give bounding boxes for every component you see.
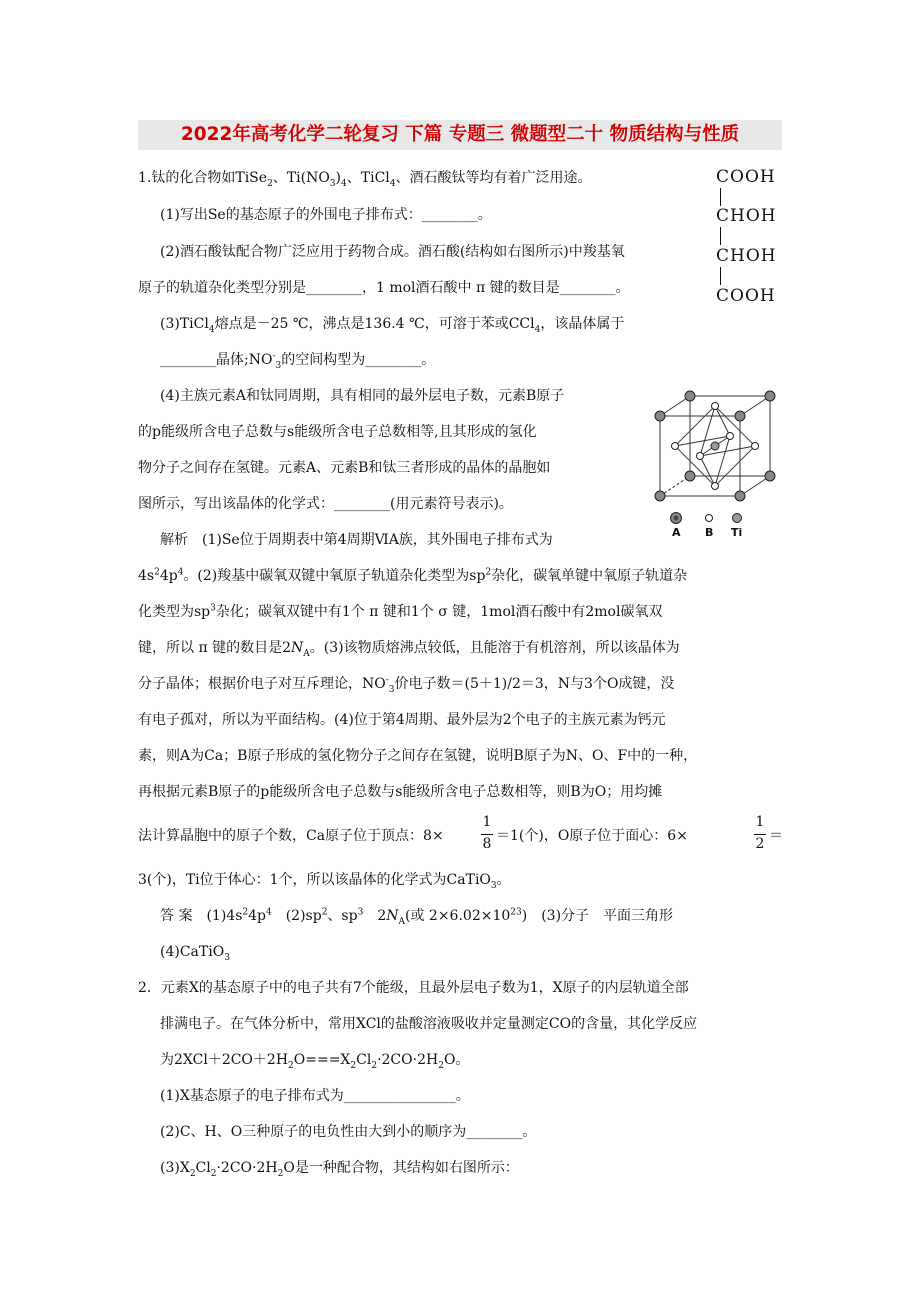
structure-bond bbox=[720, 227, 721, 245]
q1-sub3-line2: ________晶体$;NO^-_3$的空间构型为________。 bbox=[160, 351, 436, 371]
structure-group-4: COOH bbox=[716, 286, 776, 306]
legend-ti: Ti bbox=[731, 526, 743, 539]
analysis-line7: 素，则A为Ca；B原子形成的氢化物分子之间存在氢键，说明B原子为N、O、F中的一种， bbox=[138, 748, 698, 764]
analysis-line8: 再根据元素B原子的p能级所含电子总数与s能级所含电子总数相等，则B为O；用均摊 bbox=[138, 784, 663, 800]
legend-a: A bbox=[672, 526, 681, 539]
fraction-bar bbox=[754, 834, 766, 835]
q2-sub2: (2)C、H、O三种原子的电负性由大到小的顺序为________。 bbox=[160, 1124, 537, 1140]
q2-sub3: $(3)X_2Cl_2\cdot 2CO\cdot 2H_2O$是一种配合物，其结构如右图所示： bbox=[160, 1160, 519, 1179]
page-title: 2022年高考化学二轮复习 下篇 专题三 微题型二十 物质结构与性质 bbox=[138, 120, 782, 150]
q1-sub4-line4: 图所示，写出该晶体的化学式：________(用元素符号表示)。 bbox=[138, 496, 513, 512]
structure-bond bbox=[720, 188, 721, 206]
fraction-numerator: 1 bbox=[755, 814, 765, 830]
q1-sub1: (1)写出Se的基态原子的外围电子排布式：________。 bbox=[160, 207, 492, 223]
q2-sub1: (1)X基态原子的电子排布式为________________。 bbox=[160, 1088, 470, 1104]
q1-sub2-line2: 原子的轨道杂化类型分别是________，1 mol酒石酸中 π 键的数目是________。 bbox=[138, 280, 630, 296]
q1-sub4-line1: (4)主族元素A和钛同周期，具有相同的最外层电子数，元素B原子 bbox=[160, 388, 565, 404]
q1-sub4-line3: 物分子之间存在氢键。元素A、元素B和钛三者形成的晶体的晶胞如 bbox=[138, 460, 551, 476]
structure-bond bbox=[720, 267, 721, 285]
analysis-line6: 有电子孤对，所以为平面结构。(4)位于第4周期、最外层为2个电子的主族元素为钙元 bbox=[138, 712, 666, 728]
q1-sub3-line1: (3)TiCl$_4$熔点是－25 ℃，沸点是136.4 ℃，可溶于苯或CCl$_4$，该晶体属于 bbox=[160, 316, 625, 335]
structure-group-2: CHOH bbox=[716, 206, 777, 226]
analysis-line10: 3(个)，Ti位于体心：1个，所以该晶体的化学式为CaTiO$_3$。 bbox=[138, 872, 511, 891]
analysis-line4: 键，所以 π 键的数目是$2N_A$。(3)该物质熔沸点较低，且能溶于有机溶剂，所以该晶体为 bbox=[138, 640, 680, 659]
analysis-line9a: 法计算晶胞中的原子个数，Ca原子位于顶点：8× bbox=[138, 828, 444, 844]
q1-sub2-line1: (2)酒石酸钛配合物广泛应用于药物合成。酒石酸(结构如右图所示)中羧基氧 bbox=[160, 244, 625, 260]
structure-group-3: CHOH bbox=[716, 246, 777, 266]
analysis-line9c: ＝ bbox=[769, 828, 783, 844]
q2-line1: 2．元素X的基态原子中的电子共有7个能级，且最外层电子数为1，X原子的内层轨道全部 bbox=[138, 980, 689, 996]
answer-line1: 答 案 $(1)4s^24p^4$ $(2)sp^2$、$sp^3$ $2N_A$(或 $2\times 6.02\times 10^{23}$) (3)分子 平面三角形 bbox=[160, 907, 674, 927]
legend-b: B bbox=[705, 526, 714, 539]
fraction-denominator: 2 bbox=[755, 836, 765, 852]
q2-line3: 为$2XCl+2CO+2H_2O===X_2Cl_2\cdot 2CO\cdot 2H_2O$。 bbox=[160, 1052, 470, 1071]
analysis-line1: 解析 (1)Se位于周期表中第4周期ⅥA族，其外围电子排布式为 bbox=[160, 532, 553, 548]
q2-line2: 排满电子。在气体分析中，常用XCl的盐酸溶液吸收并定量测定CO的含量，其化学反应 bbox=[160, 1016, 698, 1032]
q1-stem: 1.钛的化合物如TiSe$_2$、$Ti(NO_3)_4$、TiCl$_4$、酒石酸钛等均有着广泛用途。 bbox=[138, 170, 592, 189]
analysis-line2: $4s^24p^4$。(2)羧基中碳氧双键中氧原子轨道杂化类型为$sp^2$杂化，碳氧单键中氧原子轨道杂 bbox=[138, 567, 688, 584]
analysis-line3: 化类型为$sp^3$杂化；碳氧双键中有1个 π 键和1个 σ 键，1mol酒石酸中有2mol碳氧双 bbox=[138, 603, 663, 620]
fraction-numerator: 1 bbox=[482, 814, 492, 830]
q1-sub4-line2: 的p能级所含电子总数与s能级所含电子总数相等,且其形成的氢化 bbox=[138, 424, 537, 440]
fraction-denominator: 8 bbox=[482, 836, 492, 852]
analysis-line5: 分子晶体；根据价电子对互斥理论，$NO^-_3$价电子数＝(5＋1)/2＝3，N与3个O成键，没 bbox=[138, 675, 675, 695]
structure-group-1: COOH bbox=[716, 167, 776, 187]
crystal-cell-diagram bbox=[648, 388, 788, 538]
analysis-line9b: ＝1(个)，O原子位于面心：6× bbox=[496, 828, 688, 844]
fraction-bar bbox=[481, 834, 493, 835]
answer-line2: (4)CaTiO$_3$ bbox=[160, 944, 230, 963]
